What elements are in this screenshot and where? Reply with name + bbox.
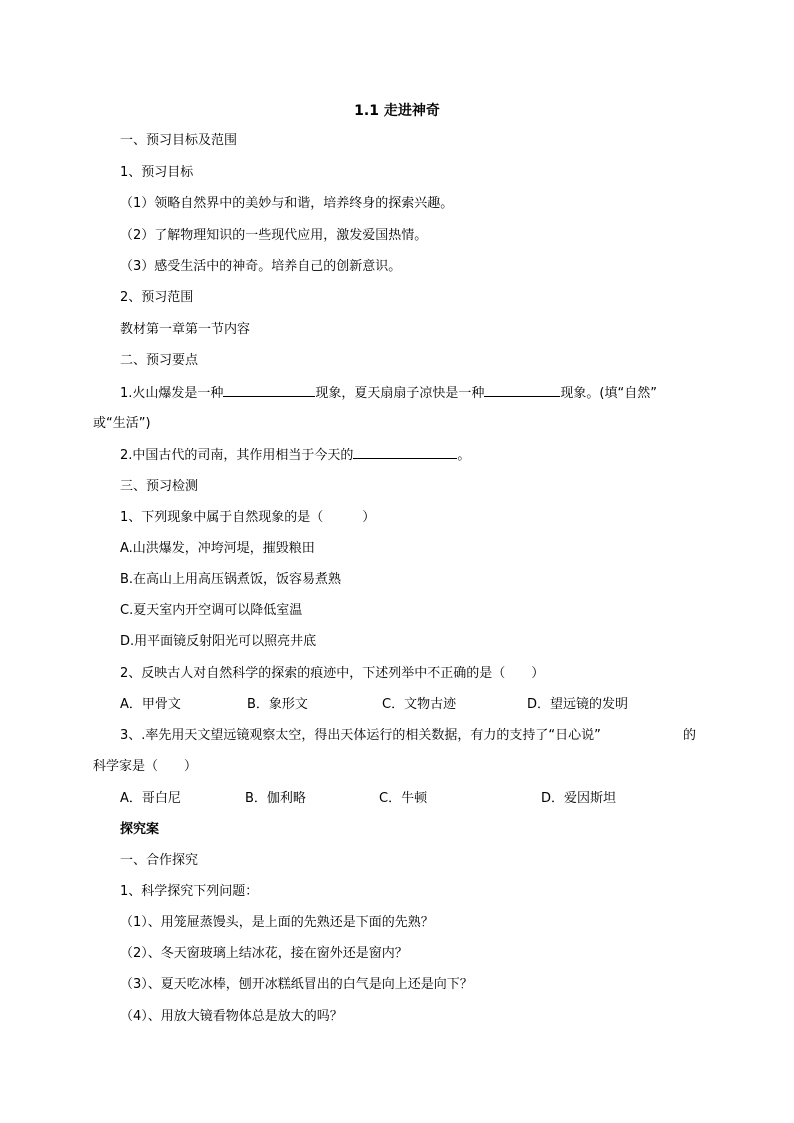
coop-question: 1、科学探究下列问题： xyxy=(120,884,259,899)
point-2-part-b: 。 xyxy=(457,448,471,463)
point-1-part-c: 现象。(填“自然” xyxy=(560,386,657,401)
point-1-part-a: 1.火山爆发是一种 xyxy=(120,386,224,401)
explore-heading: 探究案 xyxy=(120,822,160,837)
question-3-stem-continued: 科学家是（ ） xyxy=(93,759,198,774)
page-title: 1.1 走进神奇 xyxy=(354,103,440,119)
answer-blank-2[interactable] xyxy=(484,383,560,397)
point-1-continued: 或“生活”) xyxy=(93,416,151,431)
question-2-option-b: B．象形文 xyxy=(247,697,308,712)
question-2-option-c: C．文物古迹 xyxy=(382,697,457,712)
question-3-stem-b: 的 xyxy=(683,728,697,743)
answer-blank-3[interactable] xyxy=(353,445,457,459)
scope-heading: 2、预习范围 xyxy=(120,290,194,305)
point-2-part-a: 2.中国古代的司南，其作用相当于今天的 xyxy=(120,448,354,463)
question-2-option-a: A．甲骨文 xyxy=(120,697,181,712)
question-1-option-c: C.夏天室内开空调可以降低室温 xyxy=(120,603,303,618)
question-3-option-d: D．爱因斯坦 xyxy=(541,791,617,806)
question-3-option-b: B．伽利略 xyxy=(245,791,306,806)
goal-item-3: （3）感受生活中的神奇。培养自己的创新意识。 xyxy=(120,259,402,274)
question-3-stem-a: 3、.率先用天文望远镜观察太空，得出天体运行的相关数据，有力的支持了“日心说” xyxy=(120,728,601,743)
point-1-part-b: 现象，夏天扇扇子凉快是一种 xyxy=(315,386,485,401)
question-3-option-c: C．牛顿 xyxy=(379,791,428,806)
section-heading-2: 二、预习要点 xyxy=(120,353,199,368)
question-1-option-a: A.山洪爆发，冲垮河堤，摧毁粮田 xyxy=(120,541,315,556)
coop-item-2: （2）、冬天窗玻璃上结冰花，接在窗外还是窗内？ xyxy=(120,946,408,961)
coop-heading: 一、合作探究 xyxy=(120,853,199,868)
question-2-option-d: D．望远镜的发明 xyxy=(527,697,629,712)
question-2-stem: 2、反映古人对自然科学的探索的痕迹中，下述列举中不正确的是（ ） xyxy=(120,666,545,681)
coop-item-4: （4）、用放大镜看物体总是放大的吗？ xyxy=(120,1009,343,1024)
coop-item-1: （1）、用笼屉蒸馒头，是上面的先熟还是下面的先熟？ xyxy=(120,915,434,930)
section-heading-1: 一、预习目标及范围 xyxy=(120,133,238,148)
point-2 xyxy=(120,445,470,466)
goal-item-1: （1）领略自然界中的美妙与和谐，培养终身的探索兴趣。 xyxy=(120,196,454,211)
question-1-option-d: D.用平面镜反射阳光可以照亮井底 xyxy=(120,634,317,649)
section-heading-3: 三、预习检测 xyxy=(120,479,199,494)
point-1 xyxy=(120,383,657,404)
coop-item-3: （3）、夏天吃冰棒，刨开冰糕纸冒出的白气是向上还是向下？ xyxy=(120,977,473,992)
answer-blank-1[interactable] xyxy=(223,383,315,397)
question-1-option-b: B.在高山上用高压锅煮饭，饭容易煮熟 xyxy=(120,572,342,587)
question-1-stem: 1、下列现象中属于自然现象的是（ ） xyxy=(120,510,376,525)
goal-heading: 1、预习目标 xyxy=(120,165,194,180)
scope-text: 教材第一章第一节内容 xyxy=(120,322,251,337)
question-3-option-a: A．哥白尼 xyxy=(120,791,181,806)
goal-item-2: （2）了解物理知识的一些现代应用，激发爱国热情。 xyxy=(120,228,428,243)
